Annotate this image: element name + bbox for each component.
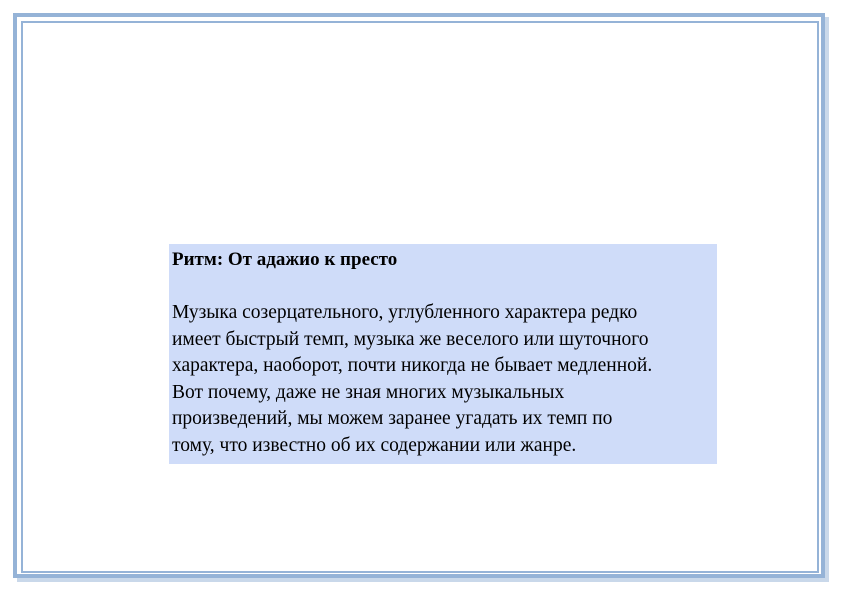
- slide-heading: Ритм: От адажио к престо: [172, 249, 398, 270]
- frame-shadow-right: [825, 17, 829, 581]
- text-box: [169, 244, 717, 464]
- frame-shadow-bottom: [17, 578, 829, 582]
- slide-body-text: Музыка созерцательного, углубленного характера редко имеет быстрый темп, музыка же веселого или шуточного характера, наоборот, почти никогда не бывает медленной. Вот почему, даже не зная многих музыкальных произведений, мы можем заранее угадать их темп по тому, что известно об их содержании или жанре.: [172, 302, 653, 456]
